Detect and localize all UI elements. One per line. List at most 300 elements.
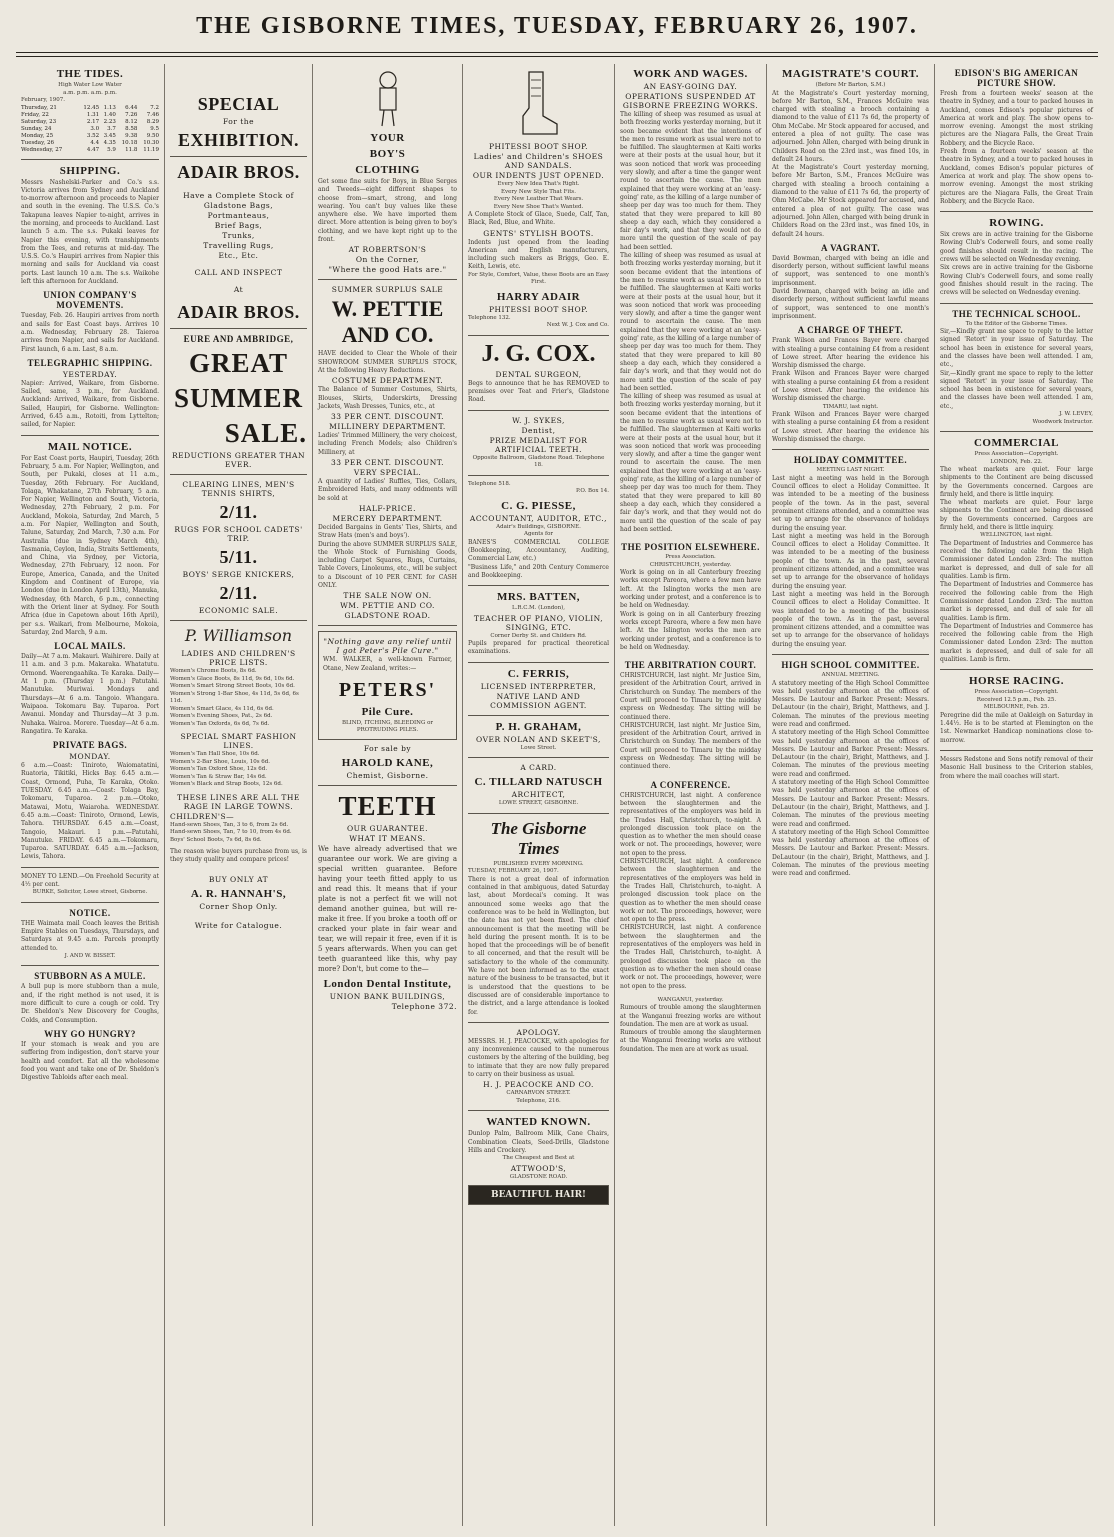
redstone-notice: Messrs Redstone and Sons notify removal of their Masonic Hall business to the Criterion stables, from where the mail coaches will start.	[940, 756, 1093, 780]
high-school-committee: HIGH SCHOOL COMMITTEE.	[781, 660, 920, 671]
pile-cure-advert	[318, 631, 457, 740]
technical-body: Sir,—Kindly grant me space to reply to the letter signed 'Retort' in your issue of Saturday. The school has been in existence for several years, and the classes have been well attended. I am, etc.,	[940, 328, 1093, 369]
child-row: Hand-sewn Shoes, Tan, 7 to 10, from 4s 6d.	[170, 829, 292, 835]
vagrant-heading: A VAGRANT.	[820, 242, 880, 253]
guarantee-heading: OUR GUARANTEE.	[347, 823, 428, 833]
private-bags-body: 6 a.m.—Coast: Tiniroto, Waiomatatini, Ruatoria, Tikitiki, Hicks Bay. 6.45 a.m.—Coast, Ormond, Puha, Te Karaka, Otoko. TUESDAY. 6.45 a.m.—Coast: Tolaga Bay, Tokomaru, Tuparoa. 2 p.m.—Otoko, Matawai, Motu, Waiaroha. WEDNESDAY. 6.45 a.m.—Coast: Tiniroto, Ormond, Lewis, Tahora. THURSDAY. 6.45 a.m.—Coast, Tangoio, Makauri. 1 p.m.—Patutahi, Manutuke. FRIDAY. 6.45 a.m.—Tokomaru, Tuparoa. SATURDAY. 6.45 a.m.—Jackson, Lewis, Tahora.	[21, 762, 159, 861]
table-row	[21, 133, 159, 140]
vagrant-body: David Bowman, charged with being an idle and disorderly person, without sufficient lawful means of support, was sentenced to one month's imprisonment.	[772, 254, 929, 287]
boy-figure-illustration	[358, 68, 418, 128]
position-elsewhere: THE POSITION ELSEWHERE.	[621, 542, 760, 553]
high-school-body: A statutory meeting of the High School Committee was held yesterday afternoon at the offices of Messrs. De Lautour and Barker. Present: Messrs. DeLautour (in the chair), Bright, Matthews, and J. Coleman. The minutes of the previous meeting were read and confirmed.	[772, 679, 929, 728]
batten-heading: MRS. BATTEN,	[496, 591, 581, 604]
local-mails-body: Daily—At 7 a.m. Makauri. Waihirere. Daily at 11 a.m. and 3 p.m. Makaraka. Whatatutu. Ormond. Waerengaahika. Te Karaka. Daily—At 1 p.m. (Thursday 1 p.m.) Patutahi. Manutuke. Muriwai. Mondays and Thursdays—At 6 a.m. Tangoio. Whangara. Waipaoa. Tokomaru Bay. Tuparoa. Port Awanui. Monday and Thursday—At 3 p.m. Nuhaka. Wairoa. Morere. Tuesday—At 6 a.m. Rangatira. Te Karaka.	[21, 653, 159, 735]
complete-stock: A Complete Stock of Glace, Suede, Calf, Tan, Black, Red, Blue, and White.	[468, 211, 609, 227]
tide-value: 6.44	[125, 104, 138, 111]
london-dental: London Dental Institute,	[323, 977, 452, 990]
mercery-heading: MERCERY DEPARTMENT.	[332, 513, 443, 523]
adair-heading: ADAIR BROS.	[177, 162, 300, 182]
table-row	[21, 140, 159, 147]
po-box: P.O. Box 14.	[576, 488, 609, 495]
notice-body: THE Waimata mail Coach leaves the British Empire Stables on Tuesdays, Thursdays, and Saturdays at 9.45 a.m. Parcels promptly attended to.	[21, 919, 159, 952]
conference-heading: A CONFERENCE.	[650, 779, 731, 790]
received-time: Received 12.5 p.m., Feb. 25.	[976, 696, 1057, 703]
table-row	[21, 147, 159, 154]
shipping-heading: SHIPPING.	[59, 164, 121, 177]
gisborne-times-title: The Gisborne Times	[490, 818, 587, 858]
meeting-last-night: MEETING LAST NIGHT.	[816, 467, 885, 474]
shoe-lines: Ladies' and Children's SHOES AND SANDALS.	[473, 152, 604, 170]
commercial-heading: COMMERCIAL	[973, 437, 1060, 449]
stock-item: Etc., Etc.	[218, 251, 259, 260]
millinery-body: Ladies' Trimmed Millinery, the very choicest, including French Models; also Children's Millinery, at	[318, 432, 457, 456]
price-1: 2/11.	[219, 502, 258, 522]
edison-body: Fresh from a fourteen weeks' season at the theatre in Sydney, and a tour to packed houses in Auckland, comes Edison's popular pictures of America at work and play. The show opens to-morrow evening. Amongst the most striking pictures are the Niagara Falls, the Great Train Robbery, and the Bicycle Race.	[940, 148, 1093, 205]
a-card: A CARD.	[520, 763, 557, 773]
tide-value: 8.12	[125, 118, 138, 125]
pile-cure-heading: Pile Cure.	[361, 705, 414, 718]
banes-college: BANES'S COMMERCIAL COLLEGE (Bookkeeping, Accountancy, Auditing, Commercial Law, etc.)	[468, 538, 609, 563]
tide-value: 9.5	[150, 125, 159, 132]
rowing-heading: ROWING.	[989, 217, 1044, 230]
dentist: Dentist,	[521, 425, 556, 435]
tide-value: 2.23	[103, 118, 116, 125]
tide-value: 3.7	[107, 125, 116, 132]
on-corner: On the Corner,	[355, 255, 420, 265]
divider	[468, 715, 609, 716]
next-cox: Next W. J. Cox and Co.	[546, 322, 609, 329]
native-land-agent: NATIVE LAND AND COMMISSION AGENT.	[490, 691, 587, 710]
tide-value: 5.9	[107, 146, 116, 153]
corner-derby: Corner Derby St. and Childers Rd.	[490, 632, 587, 639]
new-list-item: Every New Shoe That's Wanted.	[493, 203, 584, 210]
very-special-body: A quantity of Ladies' Ruffles, Ties, Collars, Embroidered Hats, and many oddments will be sold at	[318, 478, 457, 502]
write-catalogue: Write for Catalogue.	[194, 920, 283, 930]
signature-logo: P. Williamson	[184, 626, 293, 645]
eure-ambridge: EURE AND AMBRIDGE,	[183, 334, 294, 344]
child-row: Hand-sewn Shoes, Tan, 3 to 6, from 2s 6d.	[170, 821, 289, 828]
lowe-street: Lowe Street.	[520, 744, 557, 751]
these-lines: THESE LINES ARE ALL THE RAGE IN LARGE TOWNS.	[177, 792, 300, 811]
wanted-body: Dunlop Palm, Ballroom Milk, Cane Chairs, Combination Cleats, Seed-Drills, Gladstone Hills and Crockery.	[468, 1130, 609, 1154]
tide-value: 7.2	[150, 104, 159, 111]
millinery-heading: MILLINERY DEPARTMENT.	[329, 422, 446, 432]
column-2	[164, 64, 312, 1526]
conference-body: CHRISTCHURCH, last night. A conference between the slaughtermen and the representatives of the employers was held in the Trades Hall, Christchurch, to-night. A prolonged discussion took place on the question as to whether the men should cease work or not. The proceedings, however, were not open to the press.	[620, 791, 761, 857]
half-price: HALF-PRICE.	[358, 503, 417, 513]
work-wages-body: The killing of sheep was resumed as usual at both freezing works yesterday morning, but it soon became evident that the intentions of the men to resume work as usual were not to be fulfilled. The slaughtermen at Kaiti works were at their posts at the usual hour, but it was soon noticed that work was proceeding very slowly, and after a time the ganger went round to ascertain the cause. The men explained that they were working at an 'easy-going' rate, as the killing of a large number of sheep per day was too much for them. They stated that they were prepared to kill 80 sheep a day each, which they considered a fair day's work, and that they would not do more until the question of the scale of pay had been settled.	[620, 393, 761, 533]
tide-value: 9.38	[125, 132, 138, 139]
stock-item: Gladstone Bags,	[203, 201, 274, 210]
chemist: Chemist, Gisborne.	[346, 770, 429, 780]
clearing-lines: CLEARING LINES, MEN'S TENNIS SHIRTS,	[182, 480, 295, 498]
theft-body: Frank Wilson and Frances Bayer were charged with stealing a purse containing £4 from a resident of Lowe street. After hearing the evidence his Worship dismissed the charge.	[772, 370, 929, 403]
adair-heading-2: ADAIR BROS.	[177, 302, 300, 322]
discount-1: 33 PER CENT. DISCOUNT.	[330, 412, 445, 422]
phitessi: PHITESSI BOOT SHOP.	[488, 304, 589, 314]
price-row: Women's Tan Oxfords, 6s 6d, 7s 6d.	[170, 720, 270, 727]
stock-item: Trunks,	[222, 231, 255, 240]
divider	[468, 335, 609, 336]
stubborn-body: A bull pup is more stubborn than a mule, and, if the right method is not used, it is more difficult to cure a cough or cold. Try Dr. Sheldon's New Discovery for Coughs, Colds, and Consumption.	[21, 983, 159, 1024]
what-means: WHAT IT MEANS.	[349, 833, 426, 843]
masthead-rule-2	[16, 56, 1098, 57]
horse-body: Peregrine did the mile at Oakleigh on Saturday in 1.44½. He is to be started at Flemington on the 1st. Newmarket Handicap nominations close to-morrow.	[940, 711, 1093, 744]
peacocke: H. J. PEACOCKE AND CO.	[483, 1080, 594, 1090]
pettie-heading: W. PETTIE AND CO.	[331, 296, 444, 348]
work-wages-body: The killing of sheep was resumed as usual at both freezing works yesterday morning, but it soon became evident that the intentions of the men to resume work as usual were not to be fulfilled. The slaughtermen at Kaiti works were at their posts at the usual hour, but it was soon noticed that work was proceeding very slowly, and after a time the ganger went round to ascertain the cause. The men explained that they were working at an 'easy-going' rate, as the killing of a large number of sheep per day was too much for them. They stated that they were prepared to kill 80 sheep a day each, which they considered a fair day's work, and that they would not do more until the question of the scale of pay had been settled.	[620, 252, 761, 392]
ladies-price-lists: LADIES AND CHILDREN'S PRICE LISTS.	[181, 649, 296, 667]
london-body: The wheat markets are quiet. Four large shipments to the Continent are being discussed by the Governments concerned. Cargoes are firmly held, and there is little inquiry.	[940, 466, 1093, 498]
divider	[318, 279, 457, 280]
tide-value: 1.31	[86, 111, 100, 118]
magistrate-body: At the Magistrate's Court yesterday morning, before Mr Barton, S.M., Frances McGuire was charged with stealing a brooch containing a diamond to the value of £11 7s 6d, the property of Ohm McCabe. Mr Stock appeared for accused, and entered a plea of not guilty. The case was adjourned. John Allen, charged with being drunk in Childers Road on the 23rd inst., was fined 10s, in default 24 hours.	[772, 164, 929, 238]
economic-sale: ECONOMIC SALE.	[198, 606, 279, 615]
arbitration-body: CHRISTCHURCH, last night. Mr Justice Sim, president of the Arbitration Court, arrived in Christchurch on Sunday. The members of the Court will proceed to Timaru by the midday express on Wednesday. The sitting will be continued there.	[620, 672, 761, 721]
wellington-body: The Department of Industries and Commerce has received the following cable from the High Commissioner dated London 23rd: The mutton market is depressed, and dull of sale for all qualities. Lamb is firm.	[940, 581, 1093, 622]
shipping-body: Messrs Nashelski-Parker and Co.'s s.s. Victoria arrives from Sydney and Auckland to-morrow afternoon and proceeds to Napier and south in the evening. The U.S.S. Co.'s Takapuna leaves Napier to-night, arrives in the morning, and proceeds to Auckland. Last launch 5 a.m. The s.s. Pukaki leaves for Napier this evening, with transhipments from the Tees, and returns at mid-day. The U.S.S. Co.'s Haupiri arrives from Napier this morning and sails for Auckland via coast ports. Last launch 10 a.m. The s.s. Waikohe left this afternoon for Auckland.	[21, 178, 159, 286]
divider	[468, 662, 609, 663]
new-list-item: Every New Style That Fits.	[500, 188, 577, 195]
very-special: VERY SPECIAL.	[353, 468, 422, 478]
tide-value: 4.47	[86, 146, 100, 153]
rowing-body: Six crews are in active training for the Gisborne Rowing Club's Coderwell fours, and some really good finishes should result in the racing. The crews will be selected on Wednesday evening.	[940, 231, 1093, 264]
divider	[468, 475, 609, 476]
tide-value: 7.46	[146, 111, 159, 118]
price-row: Women's Smart Glace, 4s 11d, 6s 6d.	[170, 705, 274, 712]
hungry-heading: WHY GO HUNGRY?	[44, 1028, 136, 1039]
technical-school: THE TECHNICAL SCHOOL.	[952, 308, 1081, 319]
piesse-heading: C. G. PIESSE,	[501, 499, 576, 512]
to-editor: To the Editor of the Gisborne Times.	[965, 320, 1068, 327]
tide-value: 11.19	[143, 146, 159, 153]
horse-racing: HORSE RACING.	[968, 675, 1065, 688]
divider	[772, 654, 929, 655]
private-bags-heading: PRIVATE BAGS.	[52, 740, 128, 751]
high-school-body: A statutory meeting of the High School Committee was held yesterday afternoon at the offices of Messrs. De Lautour and Barker. Present: Messrs. DeLautour (in the chair), Bright, Matthews, and J. Coleman. The minutes of the previous meeting were read and confirmed.	[772, 779, 929, 828]
divider	[21, 965, 159, 966]
corner-shop: Corner Shop Only.	[199, 901, 278, 911]
wanganui-dateline: WANGANUI, yesterday.	[657, 996, 724, 1003]
divider	[940, 669, 1093, 670]
telephone-216: Telephone, 216.	[516, 1097, 561, 1104]
stubborn-heading: STUBBORN AS A MULE.	[34, 971, 146, 982]
easy-going-day: AN EASY-GOING DAY.	[643, 82, 738, 91]
rugs-line: RUGS FOR SCHOOL CADETS' TRIP.	[174, 525, 303, 543]
surplus-sale: SUMMER SURPLUS SALE	[331, 285, 444, 295]
divider	[468, 813, 609, 814]
notice-heading: NOTICE.	[69, 907, 111, 918]
price-row: Women's Strong 1-Bar Shoe, 4s 11d, 5s 6d, 6s 11d.	[170, 690, 299, 704]
architect: ARCHITECT,	[511, 790, 566, 800]
divider	[468, 585, 609, 586]
tide-value: 10.30	[143, 139, 159, 146]
price-row: Women's Smart Strong Street Boots, 10s 6d.	[170, 683, 295, 689]
apology-body: MESSRS. H. J. PEACOCKE, with apologies for any inconvenience caused to the numerous customers by the altering of the building, beg to intimate that they are now fully prepared to carry on their business as usual.	[468, 1037, 609, 1078]
beautiful-hair-heading: BEAUTIFUL HAIR!	[490, 1190, 587, 1201]
table-row	[21, 112, 159, 119]
wanganui-body: Rumours of trouble among the slaughtermen at the Wanganui freezing works are without foundation. The men are at work as usual.	[620, 1029, 761, 1053]
tide-value: 4.35	[103, 139, 116, 146]
tide-value: 2.17	[86, 118, 100, 125]
woodwork-instructor: Woodwork Instructor.	[1032, 418, 1093, 425]
press-association: Press Association.	[665, 554, 716, 561]
tide-value: 4.4	[90, 139, 100, 146]
special-heading: SPECIAL	[197, 94, 280, 114]
peters-heading: PETERS'	[338, 678, 437, 701]
divider	[940, 750, 1093, 751]
christchurch-dateline: CHRISTCHURCH, yesterday.	[649, 561, 732, 568]
teeth-body: We have already advertised that we guarantee our work. We are giving a special written guarantee. Before having your teeth fitted apply to us and read this. It means that if your plate is not a perfect fit we will not demand another guinea, but will re-make it free. If you broke a tooth off or cracked your plate in fair wear and tear, we will repair it free, even if it is 5 years afterwards. When you can get teeth guaranteed like this, why pay more? Don't, but come to the—	[318, 844, 457, 973]
telephone-132: Telephone 132.	[468, 314, 511, 321]
stock-line: Have a Complete Stock of	[183, 191, 294, 200]
pile-body: WM. WALKER, a well-known Farmer, Otane, New Zealand, writes:—	[323, 656, 452, 672]
tides-columns: High Water Low Water	[58, 82, 122, 88]
tide-day: Saturday, 23	[21, 118, 57, 125]
notice-signature: J. AND W. BISSET.	[64, 952, 116, 959]
column-3	[312, 64, 462, 1526]
fashion-row: Women's Tan Hall Shoe, 10s 6d.	[170, 751, 260, 757]
wanted-known: WANTED KNOWN.	[486, 1116, 591, 1129]
reductions: REDUCTIONS GREATER THAN EVER.	[171, 451, 306, 469]
divider	[940, 431, 1093, 432]
beautiful-hair-advert	[468, 1185, 609, 1205]
hungry-body: If your stomach is weak and you are suffering from indigestion, don't starve your health and comfort. Eat all the wholesome food you want and take one of Dr. Sheldon's Digestive Tabloids after each meal.	[21, 1040, 159, 1082]
theft-body: Frank Wilson and Frances Bayer were charged with stealing a purse containing £4 from a resident of Lowe street. After hearing the evidence his Worship dismissed the charge.	[772, 411, 929, 443]
london-dateline: LONDON, Feb. 22.	[990, 458, 1043, 465]
money-to-lend: MONEY TO LEND.—On Freehold Security at 4½ per cent.	[21, 872, 159, 888]
indents-opened: OUR INDENTS JUST OPENED.	[472, 171, 605, 180]
column-7	[934, 64, 1098, 1526]
new-list-item: Every New Idea That's Right.	[497, 181, 580, 187]
great-heading: GREAT	[188, 348, 288, 378]
costume-body: The Balance of Summer Costumes, Shirts, Blouses, Skirts, Underskirts, Dressing Jackets, Wash Dresses, Tunics, etc., at	[318, 386, 457, 410]
pettie-body: HAVE decided to Clear the Whole of their SHOWROOM SUMMER SURPLUS STOCK, At the following Heavy Reductions.	[318, 350, 457, 374]
robertson: AT ROBERTSON'S	[348, 245, 427, 255]
wellington-body: The Department of Industries and Commerce has received the following cable from the High Commissioner dated London 23rd: The mutton market is depressed, and dull of sale for all qualities. Lamb is firm.	[940, 539, 1093, 581]
opposite-ballroom: Opposite Ballroom, Gladstone Road. Telephone 18.	[472, 454, 605, 469]
style-line: For Style, Comfort, Value, these Boots are an Easy First.	[468, 271, 609, 286]
divider	[21, 867, 159, 868]
divider	[318, 625, 457, 626]
holiday-body: Last night a meeting was held in the Borough Council offices to elect a Holiday Committee. It was intended to be a meeting of the business people of the town. As in the past, several prominent citizens attended, and a committee was set up to arrange for the observance of holidays during the ensuing year.	[772, 590, 929, 648]
levey-signature: J. W. LEVEY,	[1059, 411, 1093, 417]
melbourne-dateline: MELBOURNE, Feb. 25.	[983, 704, 1050, 711]
money-signature: BURKE, Solicitor, Lowe street, Gisborne.	[32, 889, 148, 896]
column-1	[16, 64, 164, 1526]
wellington-dateline: WELLINGTON, last night.	[980, 532, 1053, 539]
during-text: During the above SUMMER SURPLUS SALE, the Whole Stock of Furnishing Goods, including Carpet Squares, Rugs, Curtains, Table Covers, Linoleums, etc., will be subject to a Discount of 10 PER CENT. for CASH ONLY.	[318, 540, 457, 590]
prize-medalist: PRIZE MEDALIST FOR ARTIFICIAL TEETH.	[489, 435, 588, 454]
divider	[21, 435, 159, 436]
hannah-heading: A. R. HANNAH'S,	[190, 887, 287, 900]
column-4	[462, 64, 614, 1526]
private-bags-sub: MONDAY.	[69, 752, 111, 762]
tide-value: 10.18	[121, 139, 138, 146]
apology-heading: APOLOGY.	[516, 1027, 561, 1037]
pile-quote: "Nothing gave any relief until I got Peter's Pile Cure."	[323, 637, 452, 656]
at-line: At	[233, 285, 244, 294]
stock-item: Portmanteaus,	[207, 211, 270, 220]
mail-body: For East Coast ports, Haupiri, Tuesday, 26th February, 5 a.m. For Napier, Wellington, and South, per Pukaki, closes at 11 a.m., Tuesday, 26th February. For Auckland, Tolaga, Whakatane, 27th February, 5 a.m. For Napier, Wellington and South, Victoria, Wednesday, 27th February, 2 p.m. For Auckland, Mokoia, Saturday, 2nd March, 5 a.m. For Napier, Wellington and South, Talune, Saturday, 2nd March, 7.30 a.m. For Australia (due in Sydney March 4th), Tasmania, Ceylon, India, Straits Settlements, and China, via Sydney, per Victoria, Wednesday, 27th February, 12 noon. For Europe, America, Canada, and the United Kingdom and Continent of Europe, via London (due in London April 13th), Manuka, Wednesday, 6th March, 6 p.m., connecting with the Orient liner at Sydney. For South Africa (due in Capetown about 16th April), per s.s. Waikari, from Melbourne, Mokoia, Saturday, 2nd March, 9 a.m.	[21, 454, 159, 636]
telephone-372: Telephone 372.	[391, 1001, 457, 1011]
reason-text: The reason wise buyers purchase from us, is they study quality and compare prices!	[170, 848, 307, 864]
local-mails-heading: LOCAL MAILS.	[54, 641, 126, 652]
sykes-heading: W. J. SYKES,	[512, 415, 565, 425]
divider	[940, 211, 1093, 212]
child-row: Boys' School Boots, 7s 6d, 8s 6d.	[170, 836, 262, 843]
position-body: Work is going on in all Canterbury freezing works except Pareora, where a few men have left. At the Islington works the men are working under protest, and a conference is to be held on Wednesday.	[620, 569, 761, 610]
lrcm: L.R.C.M. (London),	[511, 605, 566, 612]
tide-day: Thursday, 21	[21, 104, 57, 111]
pile-sub: BLIND, ITCHING, BLEEDING or PROTRUDING PILES.	[341, 719, 434, 734]
tide-value: 9.50	[146, 132, 159, 139]
gladstone-road-2: GLADSTONE ROAD.	[509, 1173, 568, 1180]
tides-ampm: a.m. p.m. a.m. p.m.	[63, 89, 117, 96]
rowing-body: Six crews are in active training for the Gisborne Rowing Club's Coderwell fours, and some really good finishes should result in the racing. The crews will be selected on Wednesday evening.	[940, 264, 1093, 297]
holiday-committee: HOLIDAY COMMITTEE.	[793, 455, 908, 466]
attwood: ATTWOOD'S,	[510, 1163, 567, 1173]
graham-heading: P. H. GRAHAM,	[495, 720, 582, 733]
operations-suspended: OPERATIONS SUSPENDED AT GISBORNE FREEZING WORKS.	[622, 92, 759, 110]
divider	[170, 156, 307, 157]
conference-body: CHRISTCHURCH, last night. A conference between the slaughtermen and the representatives of the employers was held in the Trades Hall, Christchurch, to-night. A prolonged discussion took place on the question as to whether the men should cease work or not. The proceedings, however, were not open to the press.	[620, 858, 761, 924]
tide-value: 3.0	[90, 125, 100, 132]
clothing-body: Get some fine suits for Boys, in Blue Serges and Tweeds—eight different shapes to choose from—smart, strong, and long wearing. You can't buy values like these anywhere else. We have imported them direct. More attention is being given to boy's clothing, and we have kept right up to the front.	[318, 178, 457, 244]
tide-value: 3.45	[103, 132, 116, 139]
arbitration-heading: THE ARBITRATION COURT.	[624, 660, 757, 671]
high-school-body: A statutory meeting of the High School Committee was held yesterday afternoon at the offices of Messrs. De Lautour and Barker. Present: Messrs. DeLautour (in the chair), Bright, Matthews, and J. Coleman. The minutes of the previous meeting were read and confirmed.	[772, 729, 929, 778]
tide-day: Tuesday, 26	[21, 139, 54, 146]
divider	[21, 902, 159, 903]
cox-body: Begs to announce that he has REMOVED to premises over Teat and Frier's, Gladstone Road.	[468, 379, 609, 404]
conference-body: CHRISTCHURCH, last night. A conference between the slaughtermen and the representatives of the employers was held in the Trades Hall, Christchurch, to-night. A prolonged discussion took place on the question as to whether the men should cease work or not. The proceedings, however, were not open to the press.	[620, 924, 761, 990]
work-wages-body: The killing of sheep was resumed as usual at both freezing works yesterday morning, but it soon became evident that the intentions of the men to resume work as usual were not to be fulfilled. The slaughtermen at Kaiti works were at their posts at the usual hour, but it was soon noticed that work was proceeding very slowly, and after a time the ganger went round to ascertain the cause. The men explained that they were working at an 'easy-going' rate, as the killing of a large number of sheep per day was too much for them. They stated that they were prepared to kill 80 sheep a day each, which they considered a fair day's work, and that they would not do more until the question of the scale of pay had been settled.	[620, 111, 761, 251]
annual-meeting: ANNUAL MEETING.	[821, 672, 880, 679]
teacher-piano: TEACHER OF PIANO, VIOLIN, SINGING, ETC.	[473, 613, 604, 632]
cheapest: The Cheapest and Best at	[502, 1155, 575, 1162]
harry-adair: HARRY ADAIR	[496, 290, 581, 303]
adairs-buildings: Adair's Buildings, GISBORNE.	[496, 523, 581, 530]
divider	[170, 328, 307, 329]
summer-heading: SUMMER	[174, 383, 303, 413]
holiday-body: Last night a meeting was held in the Borough Council offices to elect a Holiday Committee. It was intended to be a meeting of the business people of the town. As in the past, several prominent citizens attended, and a committee was set up to arrange for the observance of holidays during the ensuing year.	[772, 474, 929, 532]
union-heading: UNION COMPANY'S MOVEMENTS.	[43, 290, 137, 311]
divider	[468, 1022, 609, 1023]
tides-table	[21, 105, 159, 154]
your-heading: YOUR	[370, 132, 405, 144]
tide-value: 12.45	[83, 104, 100, 111]
divider	[940, 303, 1093, 304]
editorial-body: There is not a great deal of information contained in that ambiguous, dated Saturday last, about Mordecai's coming. It was announced some weeks ago that the conference was to be held in Wellington, but the date has not yet been fixed. The chief announcement is that the meeting will be held during the present month. It is to be hoped that the proceedings will be of benefit to all concerned, and that the result will be satisfactory to the whole of the community. We have not been informed as to the exact nature of the business to be transacted, but it is understood that the questions to be discussed are of considerable importance to the district, and a large attendance is looked for.	[468, 875, 609, 1016]
for-sale-by: For sale by	[363, 743, 412, 753]
mail-heading: MAIL NOTICE.	[47, 440, 133, 453]
masthead: THE GISBORNE TIMES, TUESDAY, FEBRUARY 26, 1907.	[196, 13, 918, 39]
agents-for: Agents for	[523, 531, 554, 538]
price-2: 5/11.	[219, 547, 258, 567]
divider	[170, 620, 307, 621]
tide-value: 7.26	[125, 111, 138, 118]
arbitration-body: CHRISTCHURCH, last night. Mr Justice Sim, president of the Arbitration Court, arrived in Christchurch on Sunday. The members of the Court will proceed to Timaru by the midday express on Wednesday. The sitting will be continued there.	[620, 721, 761, 771]
magistrate-body: At the Magistrate's Court yesterday morning, before Mr Barton, S.M., Frances McGuire was charged with stealing a brooch containing a diamond to the value of £11 7s 6d, the property of Ohm McCabe. Mr Stock appeared for accused, and entered a plea of not guilty. The case was adjourned. John Allen, charged with being drunk in Childers Road on the 23rd inst., was fined 10s, in default 24 hours.	[772, 89, 929, 163]
sale-now-on: THE SALE NOW ON.	[343, 591, 432, 601]
wanganui-body: Rumours of trouble among the slaughtermen at the Wanganui freezing works are without foundation. The men are at work as usual.	[620, 1004, 761, 1028]
london-body: The wheat markets are quiet. Four large shipments to the Continent are being discussed by the Governments concerned. Cargoes are firmly held, and there is little inquiry.	[940, 499, 1093, 532]
telegraphic-sub: YESTERDAY.	[62, 369, 118, 379]
editorial-dateline: TUESDAY, FEBRUARY 26, 1907.	[468, 868, 559, 875]
for-the: For the	[222, 117, 255, 126]
column-6	[766, 64, 934, 1526]
published-every-morning: PUBLISHED EVERY MORNING.	[493, 860, 584, 867]
tide-value: 11.8	[125, 146, 138, 153]
telephone-518: Telephone 518.	[468, 480, 511, 487]
technical-body: Sir,—Kindly grant me space to reply to the letter signed 'Retort' in your issue of Saturday. The school has been in existence for several years, and the classes have been well attended. I am, etc.,	[940, 369, 1093, 410]
gents-body: Indents just opened from the leading American and English manufacturers, including such makers as Briggs, Geo. E. Keith, Lewis, etc.	[468, 238, 609, 271]
high-school-body: A statutory meeting of the High School Committee was held yesterday afternoon at the offices of Messrs. De Lautour and Barker. Present: Messrs. DeLautour (in the chair), Bright, Matthews, and J. Coleman. The minutes of the previous meeting were read and confirmed.	[772, 828, 929, 878]
costume-heading: COSTUME DEPARTMENT.	[331, 376, 444, 386]
tide-day: Friday, 22	[21, 111, 49, 118]
fashion-row: Women's Tan & Straw Bar, 14s 6d.	[170, 773, 267, 780]
childrens-heading: CHILDREN'S—	[170, 811, 235, 821]
before-barton: (Before Mr Barton, S.M.)	[815, 82, 886, 88]
telegraphic-heading: TELEGRAPHIC SHIPPING.	[27, 357, 153, 368]
stock-item: Travelling Rugs,	[203, 241, 274, 250]
clothing-heading: CLOTHING	[355, 164, 420, 176]
dental-surgeon: DENTAL SURGEON,	[495, 369, 582, 379]
fashion-row: Women's Black and Strap Boots, 12s 6d.	[170, 781, 283, 787]
tide-day: Sunday, 24	[21, 125, 52, 132]
holiday-body: Last night a meeting was held in the Borough Council offices to elect a Holiday Committee. It was intended to be a meeting of the business people of the town. As in the past, several prominent citizens attended, and a committee was set up to arrange for the observance of holidays during the ensuing year.	[772, 532, 929, 590]
price-3: 2/11.	[219, 583, 258, 603]
price-row: Women's Evening Shoes, Pat., 2s 6d.	[170, 713, 273, 719]
tide-value: 8.58	[125, 125, 138, 132]
lowe-street-gisborne: LOWE STREET, GISBORNE.	[498, 800, 579, 807]
business-life: "Business Life," and 20th Century Commerce and Bookkeeping.	[468, 563, 609, 579]
vagrant-body: David Bowman, charged with being an idle and disorderly person, without sufficient lawful means of support, was sentenced to one month's imprisonment.	[772, 288, 929, 320]
ferris-heading: C. FERRIS,	[507, 667, 570, 680]
teeth-heading: TEETH	[338, 790, 437, 821]
good-hats: "Where the good Hats are."	[328, 265, 447, 275]
tide-value: 1.40	[103, 111, 116, 118]
exhibition-heading: EXHIBITION.	[177, 130, 300, 150]
divider	[772, 449, 929, 450]
tide-value: 8.29	[146, 118, 159, 125]
tides-month: February, 1907.	[21, 97, 65, 103]
magistrates-court: MAGISTRATE'S COURT.	[781, 68, 920, 80]
boys-heading: BOY'S	[369, 148, 406, 160]
fashion-row: Women's Tan Oxford Shoe, 12s 6d.	[170, 766, 268, 772]
edison-heading: EDISON'S BIG AMERICAN PICTURE SHOW.	[954, 68, 1079, 88]
table-row	[21, 126, 159, 133]
accountant: ACCOUNTANT, AUDITOR, ETC.,	[469, 513, 608, 523]
fashion-row: Women's 2-Bar Shoe, Louis, 10s 6d.	[170, 758, 271, 765]
divider	[318, 785, 457, 786]
work-wages-heading: WORK AND WAGES.	[633, 68, 748, 80]
new-list-item: Every New Leather That Wears.	[493, 196, 584, 202]
natusch-heading: C. TILLARD NATUSCH	[474, 776, 603, 789]
boys-knickers: BOYS' SERGE KNICKERS,	[182, 570, 295, 579]
call-inspect: CALL AND INSPECT	[194, 268, 283, 277]
gents-boots: GENTS' STYLISH BOOTS.	[483, 228, 594, 238]
union-bank: UNION BANK BUILDINGS,	[329, 991, 446, 1001]
wellington-body: The Department of Industries and Commerce has received the following cable from the High Commissioner dated London 23rd: The mutton market is depressed, and dull of sale for all qualities. Lamb is firm.	[940, 622, 1093, 664]
discount-2: 33 PER CENT. DISCOUNT.	[330, 458, 445, 468]
tide-value: 3.52	[86, 132, 100, 139]
price-row: Women's Glace Boots, 8s 11d, 9s 6d, 10s 6d.	[170, 675, 295, 682]
tides-heading: THE TIDES.	[56, 68, 124, 80]
telegraphic-body: Napier: Arrived, Waikare, from Gisborne. Sailed, same, 3 p.m., for Auckland. Auckland: Arrived, Waikare, from Gisborne. Sailed, Haupiri, for Gisborne. Wellington: Arrived, 6.45 a.m., Rotoiti, from Lyttelton; sailed, for Napier.	[21, 379, 159, 429]
tide-day: Wednesday, 27	[21, 146, 63, 153]
